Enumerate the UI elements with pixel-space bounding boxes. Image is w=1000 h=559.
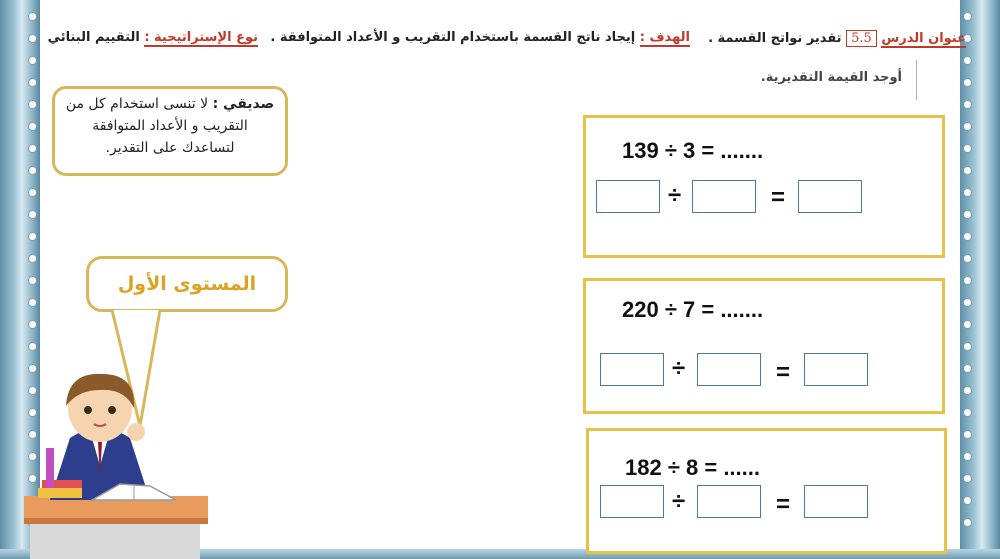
answer-input-3b[interactable] [697, 485, 761, 518]
lesson-header [708, 30, 966, 47]
lesson-number: 5.5 [846, 30, 877, 47]
binder-ring-icon [28, 166, 37, 175]
binder-ring-icon [963, 144, 972, 153]
binder-ring-icon [28, 56, 37, 65]
tip-box [52, 86, 288, 176]
binder-ring-icon [28, 34, 37, 43]
equals-sign-2: = [776, 359, 791, 386]
answer-input-1b[interactable] [692, 180, 756, 213]
tip-line-1-text: لا تنسى استخدام كل من [65, 96, 209, 112]
answer-input-2c[interactable] [804, 353, 868, 386]
equals-sign-3: = [776, 491, 791, 518]
binder-ring-icon [963, 386, 972, 395]
answer-input-3a[interactable] [600, 485, 664, 518]
level-bubble: المستوى الأول [86, 256, 288, 312]
divide-sign-2: ÷ [672, 355, 686, 382]
binder-ring-icon [963, 78, 972, 87]
binder-ring-icon [963, 100, 972, 109]
binder-ring-icon [963, 364, 972, 373]
goal-text: إيجاد ناتج القسمة باستخدام التقريب و الأعداد المتوافقة . [270, 30, 636, 45]
divider-line [916, 60, 917, 100]
binder-ring-icon [963, 122, 972, 131]
answer-input-1a[interactable] [596, 180, 660, 213]
equals-sign-1: = [771, 184, 786, 211]
problem-box-3 [586, 428, 947, 554]
binder-ring-icon [963, 232, 972, 241]
binder-ring-icon [28, 298, 37, 307]
binder-ring-icon [963, 342, 972, 351]
student-illustration-icon [20, 368, 210, 559]
strategy-header [48, 30, 258, 45]
answer-input-3c[interactable] [804, 485, 868, 518]
problem-expression-3: 182 ÷ 8 = ...... [625, 455, 760, 480]
binder-ring-icon [28, 144, 37, 153]
tip-label: صديقي : [212, 96, 275, 112]
goal-header [270, 30, 690, 45]
binder-ring-icon [28, 100, 37, 109]
binder-ring-icon [963, 276, 972, 285]
binder-ring-icon [963, 254, 972, 263]
binder-ring-icon [963, 452, 972, 461]
strategy-text: التقييم البنائي [47, 30, 140, 45]
binder-ring-icon [963, 188, 972, 197]
binder-ring-icon [28, 342, 37, 351]
binder-ring-icon [963, 474, 972, 483]
binder-ring-icon [963, 518, 972, 527]
binder-ring-icon [963, 408, 972, 417]
lesson-title: تقدير نواتج القسمة . [708, 31, 842, 46]
instruction-text: أوجد القيمة التقديرية. [760, 70, 902, 85]
strategy-label: نوع الإستراتيجية : [144, 30, 258, 45]
binder-ring-icon [963, 166, 972, 175]
binder-ring-icon [28, 320, 37, 329]
problem-expression-2: 220 ÷ 7 = ....... [622, 297, 764, 322]
problem-box-2 [583, 278, 945, 414]
binder-ring-icon [963, 298, 972, 307]
binder-ring-icon [28, 210, 37, 219]
problem-expression-1: 139 ÷ 3 = ....... [622, 138, 764, 163]
divide-sign-3: ÷ [672, 488, 686, 515]
binder-ring-icon [28, 188, 37, 197]
lesson-label: عنوان الدرس [881, 31, 966, 46]
binder-ring-icon [28, 232, 37, 241]
answer-input-2a[interactable] [600, 353, 664, 386]
answer-input-1c[interactable] [798, 180, 862, 213]
binder-ring-icon [963, 320, 972, 329]
problem-box-1 [583, 115, 945, 258]
divide-sign-1: ÷ [668, 182, 682, 209]
binder-ring-icon [28, 254, 37, 263]
binder-ring-icon [963, 496, 972, 505]
tip-line-3: لتساعدك على التقدير. [105, 140, 235, 156]
goal-label: الهدف : [639, 30, 690, 45]
binder-ring-icon [963, 56, 972, 65]
binder-ring-icon [28, 122, 37, 131]
binder-ring-icon [28, 78, 37, 87]
tip-line-2: التقريب و الأعداد المتوافقة [92, 118, 248, 134]
answer-input-2b[interactable] [697, 353, 761, 386]
tip-line-1 [55, 93, 285, 115]
binder-ring-icon [963, 430, 972, 439]
binder-ring-icon [963, 12, 972, 21]
binder-ring-icon [963, 210, 972, 219]
binder-ring-icon [28, 276, 37, 285]
binder-ring-icon [28, 12, 37, 21]
